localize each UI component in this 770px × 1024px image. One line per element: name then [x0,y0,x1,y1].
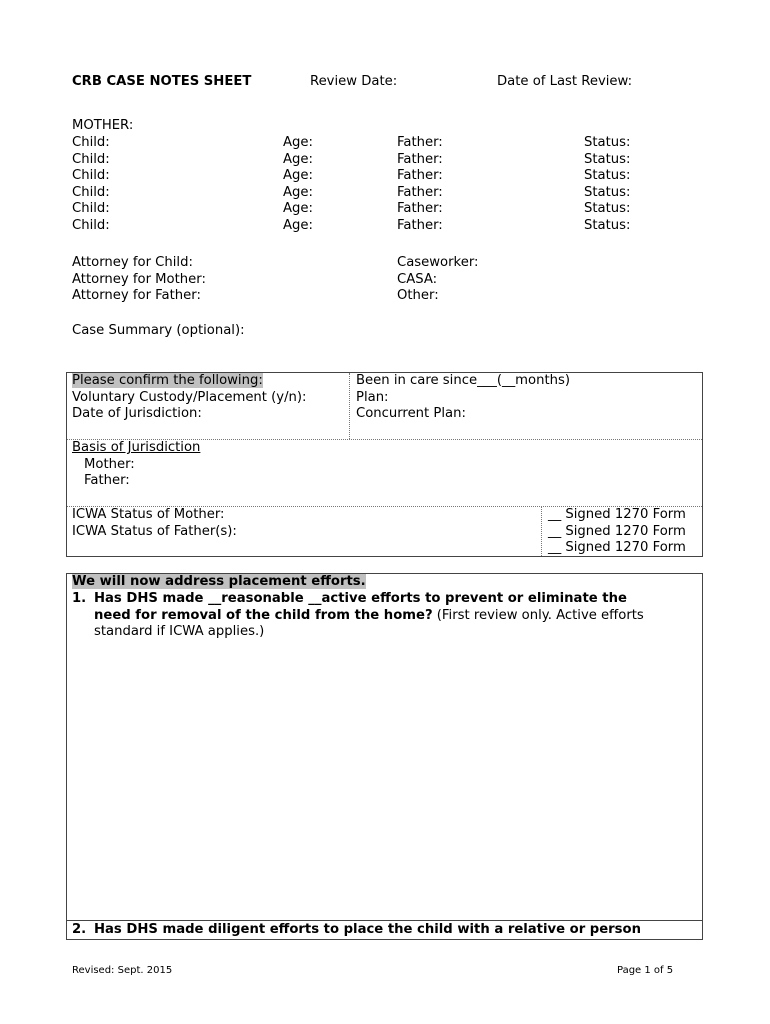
age-label: Age: [283,135,313,150]
child-label: Child: [72,151,110,167]
other-label: Other: [397,288,439,304]
status-label: Status: [584,217,631,233]
age-label: Age: [283,217,313,233]
icwa-divider [541,507,542,556]
signed-1270-form: __ Signed 1270 Form [548,523,686,539]
review-date-label: Review Date: [310,74,398,89]
father-column [397,135,443,235]
child-label: Child: [72,217,110,233]
question-2 [72,922,697,939]
placement-heading: We will now address placement efforts. [72,574,366,589]
basis-heading: Basis of Jurisdiction [72,440,201,455]
age-label: Age: [283,184,313,200]
signed-form-block [548,507,686,557]
jurisdiction-date-label: Date of Jurisdiction: [72,406,202,422]
question-1-line-3: standard if ICWA applies.) [94,624,265,640]
question-1 [72,591,697,641]
attorney-mother-label: Attorney for Mother: [72,271,206,287]
confirm-left [72,373,307,423]
child-label: Child: [72,201,110,217]
basis-father-label: Father: [84,473,130,489]
concurrent-plan-label: Concurrent Plan: [356,406,466,422]
others-column [397,255,478,305]
child-column [72,135,110,235]
basis-mother-label: Mother: [84,456,135,472]
revised-date: Revised: Sept. 2015 [72,965,173,976]
status-label: Status: [584,184,631,200]
attorney-father-label: Attorney for Father: [72,288,201,304]
icwa-fathers-label: ICWA Status of Father(s): [72,523,237,539]
mother-label: MOTHER: [72,118,134,133]
father-label: Father: [397,151,443,167]
confirm-box-divider [349,373,350,439]
attorney-child-label: Attorney for Child: [72,255,193,270]
in-care-since-label: Been in care since___(__months) [356,373,570,388]
caseworker-label: Caseworker: [397,255,479,270]
voluntary-custody-label: Voluntary Custody/Placement (y/n): [72,389,307,405]
father-label: Father: [397,168,443,184]
casa-label: CASA: [397,271,438,287]
question-2-number: 2. [72,922,87,937]
page-number: Page 1 of 5 [617,965,674,976]
status-label: Status: [584,135,631,150]
father-label: Father: [397,184,443,200]
age-label: Age: [283,168,313,184]
form-title: CRB CASE NOTES SHEET [72,74,252,89]
status-label: Status: [584,168,631,184]
question-separator [67,920,702,921]
case-summary-label: Case Summary (optional): [72,323,245,338]
age-label: Age: [283,201,313,217]
question-1-number: 1. [72,591,87,606]
attorneys-column [72,255,206,305]
question-1-line-2: need for removal of the child from the home? (First review only. Active efforts [94,607,644,623]
child-label: Child: [72,168,110,184]
signed-1270-form: __ Signed 1270 Form [548,540,686,556]
last-review-date-label: Date of Last Review: [497,74,633,89]
question-2-text: Has DHS made diligent efforts to place the child with a relative or person [94,922,641,937]
status-label: Status: [584,201,631,217]
child-label: Child: [72,184,110,200]
child-label: Child: [72,135,110,150]
status-label: Status: [584,151,631,167]
father-label: Father: [397,135,443,150]
age-column [283,135,313,235]
icwa-block [72,507,237,540]
question-1-line-1: Has DHS made __reasonable __active efforts to prevent or eliminate the [94,591,627,606]
signed-1270-form: __ Signed 1270 Form [548,507,686,522]
confirm-heading: Please confirm the following: [72,373,263,388]
status-column [584,135,630,235]
icwa-mother-label: ICWA Status of Mother: [72,507,225,522]
father-label: Father: [397,201,443,217]
plan-label: Plan: [356,389,389,405]
father-label: Father: [397,217,443,233]
confirm-right [356,373,570,423]
basis-block [72,440,200,490]
age-label: Age: [283,151,313,167]
